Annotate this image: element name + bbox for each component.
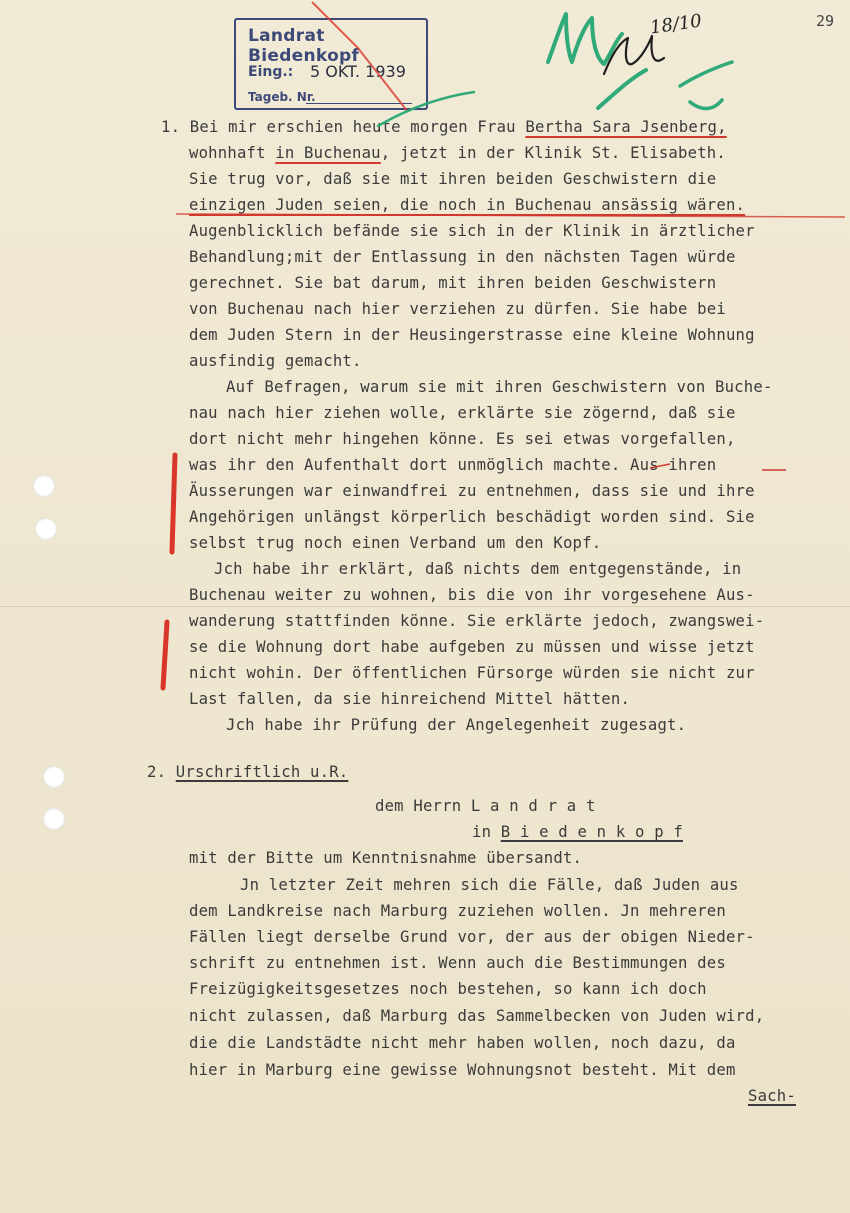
item2-line-5: schrift zu entnehmen ist. Wenn auch die Bestimmungen des	[189, 954, 726, 972]
item2-heading-text: Urschriftlich u.R.	[175, 763, 349, 781]
item1-line-23: Last fallen, da sie hinreichend Mittel hätten.	[189, 690, 631, 708]
item1-line-24: Jch habe ihr Prüfung der Angelegenheit zugesagt.	[226, 716, 687, 734]
item1-line-14: was ihr den Aufenthalt dort unmöglich machte. Aus ihren	[189, 456, 717, 474]
underlined-statement: einzigen Juden seien, die noch in Buchenau ansässig wären.	[189, 196, 746, 214]
stamp-date: 5 OKT. 1939	[310, 62, 406, 81]
item1-line-10: ausfindig gemacht.	[189, 352, 362, 370]
item1-line-19: Buchenau weiter zu wohnen, bis die von ihr vorgesehene Aus-	[189, 586, 755, 604]
stamp-title: Landrat Biedenkopf	[248, 26, 360, 66]
item1-line-5: Augenblicklich befände sie sich in der Klinik in ärztlicher	[189, 222, 755, 240]
item1-line-4	[189, 196, 745, 214]
stamp-tageb-label: Tageb. Nr.	[248, 90, 316, 104]
item1-line-15: Äusserungen war einwandfrei zu entnehmen, dass sie und ihre	[189, 482, 755, 500]
item2-line-7: nicht zulassen, daß Marburg das Sammelbecken von Juden wird,	[189, 1007, 765, 1025]
red-margin-bar-1	[172, 455, 175, 552]
item1-line-18: Jch habe ihr erklärt, daß nichts dem entgegenstände, in	[214, 560, 742, 578]
green-stroke	[598, 70, 646, 108]
black-initials-mark	[604, 36, 664, 74]
punch-hole	[35, 518, 57, 540]
item1-line-1: 1. Bei mir erschien heute morgen Frau Bertha Sara Jsenberg,	[161, 118, 727, 136]
punch-hole	[33, 475, 55, 497]
item1-line-21: se die Wohnung dort habe aufgeben zu müssen und wisse jetzt	[189, 638, 755, 656]
item1-line-8: von Buchenau nach hier verziehen zu dürfen. Sie habe bei	[189, 300, 726, 318]
item1-line-3: Sie trug vor, daß sie mit ihren beiden Geschwistern die	[189, 170, 717, 188]
item2-line-4: Fällen liegt derselbe Grund vor, der aus der obigen Nieder-	[189, 928, 755, 946]
item1-line-6: Behandlung;mit der Entlassung in den nächsten Tagen würde	[189, 248, 736, 266]
underlined-place: in Buchenau	[275, 144, 381, 162]
green-x-mark	[680, 62, 732, 109]
item1-line-2: wohnhaft in Buchenau, jetzt in der Klinik St. Elisabeth.	[189, 144, 726, 162]
punch-hole	[43, 766, 65, 788]
recipient-line: dem Herrn L a n d r a t	[375, 797, 596, 815]
green-initials-mark	[548, 14, 622, 64]
item1-line-16: Angehörigen unlängst körperlich beschädigt worden sind. Sie	[189, 508, 755, 526]
underlined-name: Bertha Sara Jsenberg,	[525, 118, 727, 136]
item1-line-22: nicht wohin. Der öffentlichen Fürsorge würden sie nicht zur	[189, 664, 755, 682]
item2-line-1: mit der Bitte um Kenntnisnahme übersandt.	[189, 849, 583, 867]
page-number: 29	[816, 12, 835, 30]
item1-line-17: selbst trug noch einen Verband um den Kopf.	[189, 534, 602, 552]
item1-line-7: gerechnet. Sie bat darum, mit ihren beiden Geschwistern	[189, 274, 717, 292]
received-stamp	[234, 18, 428, 110]
stamp-eing-label: Eing.:	[248, 64, 294, 80]
item1-line-11: Auf Befragen, warum sie mit ihren Geschwistern von Buche-	[226, 378, 773, 396]
recipient-place-line	[472, 823, 683, 841]
item2-line-2: Jn letzter Zeit mehren sich die Fälle, daß Juden aus	[240, 876, 739, 894]
item2-line-8: die die Landstädte nicht mehr haben wollen, noch dazu, da	[189, 1034, 736, 1052]
recipient-place-prefix: in	[472, 823, 492, 841]
continuation-text: Sach-	[748, 1087, 796, 1105]
punch-hole	[43, 808, 65, 830]
recipient-place: B i e d e n k o p f	[500, 823, 683, 841]
item1-line-9: dem Juden Stern in der Heusingerstrasse eine kleine Wohnung	[189, 326, 755, 344]
item2-line-9: hier in Marburg eine gewisse Wohnungsnot besteht. Mit dem	[189, 1061, 736, 1079]
item2-line-3: dem Landkreise nach Marburg zuziehen wollen. Jn mehreren	[189, 902, 726, 920]
handwritten-date: 18/10	[648, 10, 704, 39]
item1-line-12: nau nach hier ziehen wolle, erklärte sie zögernd, daß sie	[189, 404, 736, 422]
item1-line-20: wanderung stattfinden könne. Sie erklärte jedoch, zwangswei-	[189, 612, 765, 630]
item2-line-6: Freizügigkeitsgesetzes noch bestehen, so kann ich doch	[189, 980, 707, 998]
red-margin-bar-2	[163, 622, 167, 688]
continuation-word	[748, 1087, 796, 1105]
paper-fold-line	[0, 606, 850, 607]
stamp-entry-line	[306, 103, 412, 104]
item2-heading	[147, 763, 348, 781]
item2-number: 2.	[147, 763, 167, 781]
item1-line-13: dort nicht mehr hingehen könne. Es sei etwas vorgefallen,	[189, 430, 736, 448]
